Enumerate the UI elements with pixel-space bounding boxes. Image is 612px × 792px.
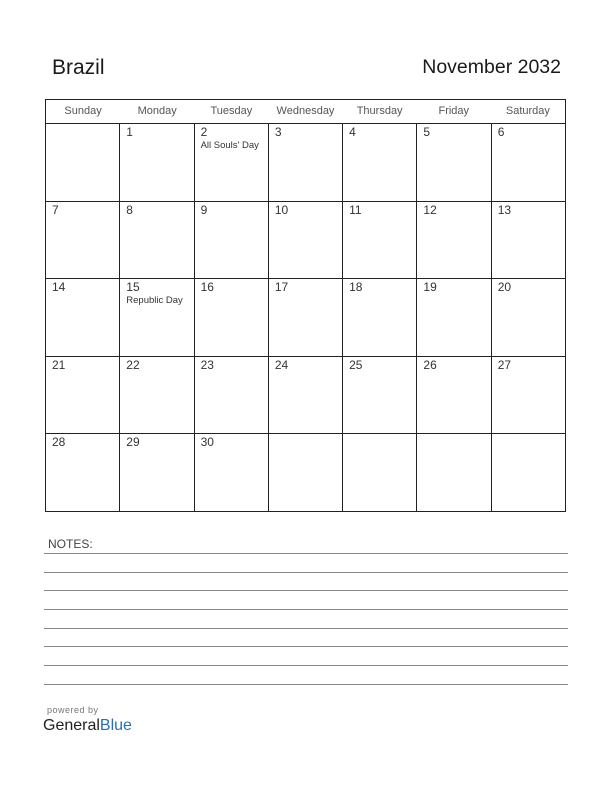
holiday-label: All Souls' Day xyxy=(200,140,259,151)
day-cell xyxy=(492,202,565,279)
notes-line xyxy=(44,646,568,647)
day-number: 3 xyxy=(274,125,282,139)
day-cell xyxy=(343,357,417,434)
day-number: 22 xyxy=(126,357,140,372)
weekday-saturday: Saturday xyxy=(505,105,550,117)
generalblue-logo[interactable] xyxy=(43,717,132,735)
day-number: 27 xyxy=(497,357,512,372)
day-cell xyxy=(269,357,343,434)
day-cell xyxy=(269,124,343,201)
day-cell xyxy=(46,434,120,512)
notes-line xyxy=(44,572,568,573)
day-number: 16 xyxy=(200,280,214,295)
day-cell xyxy=(46,357,120,434)
week-row-2 xyxy=(46,202,565,280)
day-cell xyxy=(195,124,269,201)
weekday-tuesday: Tuesday xyxy=(210,105,253,117)
day-number: 6 xyxy=(497,125,505,139)
weekday-friday: Friday xyxy=(438,105,470,117)
day-cell xyxy=(343,124,417,201)
holiday-label: Republic Day xyxy=(126,295,183,307)
day-number: 28 xyxy=(52,435,66,450)
day-cell xyxy=(492,357,565,434)
week-row-3 xyxy=(46,279,565,357)
day-number: 20 xyxy=(497,280,512,295)
week-row-5 xyxy=(46,434,565,512)
notes-label: NOTES: xyxy=(48,537,93,551)
day-cell xyxy=(269,434,343,512)
country-title: Brazil xyxy=(52,56,105,79)
day-number: 8 xyxy=(126,202,133,217)
day-number: 23 xyxy=(200,357,214,372)
day-cell xyxy=(417,279,491,356)
weekday-monday: Monday xyxy=(137,105,177,117)
day-cell xyxy=(195,202,269,279)
notes-line xyxy=(44,590,568,591)
day-cell xyxy=(269,279,343,356)
day-cell xyxy=(417,434,491,512)
day-cell xyxy=(195,357,269,434)
day-number: 19 xyxy=(423,280,437,295)
month-year-title: November 2032 xyxy=(422,56,561,78)
day-number: 18 xyxy=(349,280,363,295)
calendar-grid xyxy=(45,99,566,512)
day-number: 12 xyxy=(423,202,437,217)
day-number: 5 xyxy=(423,125,431,139)
day-number: 26 xyxy=(423,357,437,372)
day-number: 7 xyxy=(52,202,59,217)
day-cell xyxy=(417,202,491,279)
day-number: 30 xyxy=(200,435,214,450)
day-cell xyxy=(269,202,343,279)
day-cell xyxy=(120,124,194,201)
day-cell xyxy=(46,124,120,201)
day-number: 17 xyxy=(274,280,289,295)
day-cell xyxy=(120,279,194,356)
powered-by-text: powered by xyxy=(47,705,99,715)
day-cell xyxy=(195,434,269,512)
notes-line xyxy=(44,609,568,610)
notes-line xyxy=(44,553,568,554)
weekday-sunday: Sunday xyxy=(64,105,102,117)
day-cell xyxy=(343,279,417,356)
logo-general-text: General xyxy=(43,717,100,734)
day-cell xyxy=(120,434,194,512)
day-number: 24 xyxy=(274,357,289,372)
notes-line xyxy=(44,628,568,629)
day-cell xyxy=(343,202,417,279)
day-cell xyxy=(417,357,491,434)
day-number: 14 xyxy=(52,280,66,295)
day-number: 1 xyxy=(126,125,133,139)
week-row-1 xyxy=(46,124,565,202)
day-number: 13 xyxy=(497,202,512,217)
weekday-wednesday: Wednesday xyxy=(276,105,335,117)
notes-line xyxy=(44,665,568,666)
day-number: 9 xyxy=(200,202,208,217)
day-cell xyxy=(492,434,565,512)
weekday-thursday: Thursday xyxy=(356,105,403,117)
week-row-4 xyxy=(46,357,565,435)
day-number: 21 xyxy=(52,357,66,372)
day-number: 25 xyxy=(349,357,363,372)
day-cell xyxy=(46,279,120,356)
day-cell xyxy=(195,279,269,356)
day-number: 11 xyxy=(349,202,362,217)
day-cell xyxy=(343,434,417,512)
day-cell xyxy=(492,279,565,356)
day-cell xyxy=(492,124,565,201)
day-number: 15 xyxy=(126,280,140,295)
day-number: 4 xyxy=(349,125,356,139)
day-cell xyxy=(120,202,194,279)
day-number: 29 xyxy=(126,435,140,450)
day-number: 10 xyxy=(274,202,289,217)
notes-line xyxy=(44,684,568,685)
day-cell xyxy=(46,202,120,279)
day-number: 2 xyxy=(200,125,208,139)
day-cell xyxy=(417,124,491,201)
weekday-header xyxy=(46,100,565,124)
day-cell xyxy=(120,357,194,434)
logo-blue-text: Blue xyxy=(99,717,132,734)
